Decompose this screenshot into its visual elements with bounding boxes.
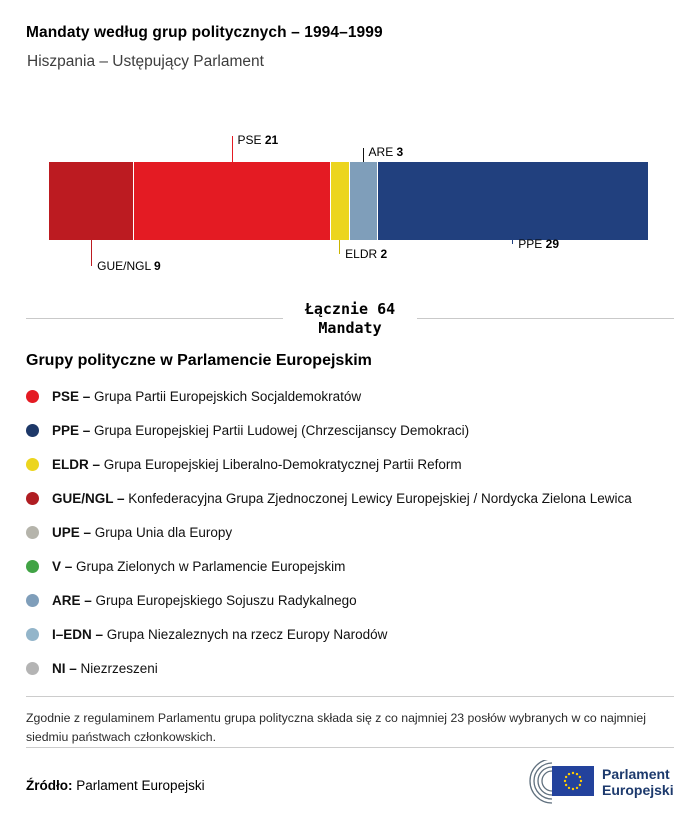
source-line [26, 778, 205, 793]
page-title: Mandaty według grup politycznych – 1994–1999 [26, 24, 383, 41]
divider-top [26, 696, 674, 697]
legend-color-dot-eldr [26, 458, 39, 471]
divider-line-right [417, 318, 674, 319]
total-seats [26, 300, 674, 338]
callout-label-gue-ngl: GUE/NGL 9 [97, 259, 161, 273]
legend-item-upe [26, 526, 674, 540]
legend-item-v [26, 560, 674, 574]
stacked-bar-chart [49, 122, 648, 282]
bar-segment-are[interactable] [349, 162, 377, 240]
header [26, 24, 674, 71]
logo-text-line2: Europejski [602, 781, 674, 798]
legend-color-dot-v [26, 560, 39, 573]
legend-item-label-eldr: ELDR – Grupa Europejskiej Liberalno-Demokratycznej Partii Reform [52, 457, 462, 472]
logo-text-line1: Parlament [602, 765, 670, 782]
legend-color-dot-ppe [26, 424, 39, 437]
legend-item-pse [26, 390, 674, 404]
legend-item-are [26, 594, 674, 608]
legend-item-label-pse: PSE – Grupa Partii Europejskich Socjaldemokratów [52, 389, 362, 404]
total-label [283, 300, 417, 338]
footer [26, 760, 674, 811]
callout-gue-ngl [91, 240, 161, 273]
callout-label-eldr: ELDR 2 [345, 247, 388, 261]
legend-list [26, 390, 674, 676]
callout-label-are: ARE 3 [368, 145, 404, 159]
legend-item-gue-ngl [26, 492, 674, 506]
seat-bar [49, 162, 648, 240]
legend-item-label-upe: UPE – Grupa Unia dla Europy [52, 525, 233, 540]
hemicycle-swirl-icon [530, 760, 552, 803]
footnote: Zgodnie z regulaminem Parlamentu grupa polityczna składa się z co najmniej 23 posłów wybranych w co najmniej siedmiu państwach członkowskich. [26, 710, 646, 744]
legend-color-dot-gue-ngl [26, 492, 39, 505]
legend-color-dot-pse [26, 390, 39, 403]
bar-segment-pse[interactable] [133, 162, 330, 240]
callout-ppe [512, 237, 559, 251]
bar-segment-eldr[interactable] [330, 162, 349, 240]
ep-logo-graphic [516, 760, 674, 806]
legend-color-dot-are [26, 594, 39, 607]
legend-item-eldr [26, 458, 674, 472]
page-subtitle: Hiszpania – Ustępujący Parlament [27, 53, 264, 70]
bar-segment-ppe[interactable] [377, 162, 648, 240]
callout-are [363, 145, 404, 162]
total-label-line1: Łącznie 64 [304, 300, 396, 318]
callout-label-pse: PSE 21 [237, 133, 279, 147]
eu-flag-icon [552, 766, 594, 796]
legend-item-label-v: V – Grupa Zielonych w Parlamencie Europejskim [52, 559, 346, 574]
legend-color-dot-ni [26, 662, 39, 675]
callout-pse [232, 133, 279, 162]
divider-line-left [26, 318, 283, 319]
legend-item-label-gue-ngl: GUE/NGL – Konfederacyjna Grupa Zjednoczonej Lewicy Europejskiej / Nordycka Zielona Lewica [52, 491, 632, 506]
bar-segment-gue-ngl[interactable] [49, 162, 133, 240]
callout-label-ppe: PPE 29 [518, 237, 559, 251]
legend-item-label-i-edn: I–EDN – Grupa Niezaleznych na rzecz Europy Narodów [52, 627, 388, 642]
divider-bottom [26, 747, 674, 748]
legend-item-label-ppe: PPE – Grupa Europejskiej Partii Ludowej (Chrzescijanscy Demokraci) [52, 423, 470, 438]
legend-item-label-are: ARE – Grupa Europejskiego Sojuszu Radykalnego [52, 593, 357, 608]
legend-item-ni [26, 662, 674, 676]
legend-item-ppe [26, 424, 674, 438]
legend-color-dot-upe [26, 526, 39, 539]
callout-eldr [339, 240, 388, 261]
ep-logo [516, 760, 674, 811]
legend-color-dot-i-edn [26, 628, 39, 641]
legend-heading: Grupy polityczne w Parlamencie Europejskim [26, 351, 372, 369]
source-value: Parlament Europejski [76, 777, 205, 793]
legend-item-label-ni: NI – Niezrzeszeni [52, 661, 158, 676]
total-label-line2: Mandaty [318, 318, 382, 337]
legend-item-i-edn [26, 628, 674, 642]
source-label: Źródło: [26, 777, 73, 793]
